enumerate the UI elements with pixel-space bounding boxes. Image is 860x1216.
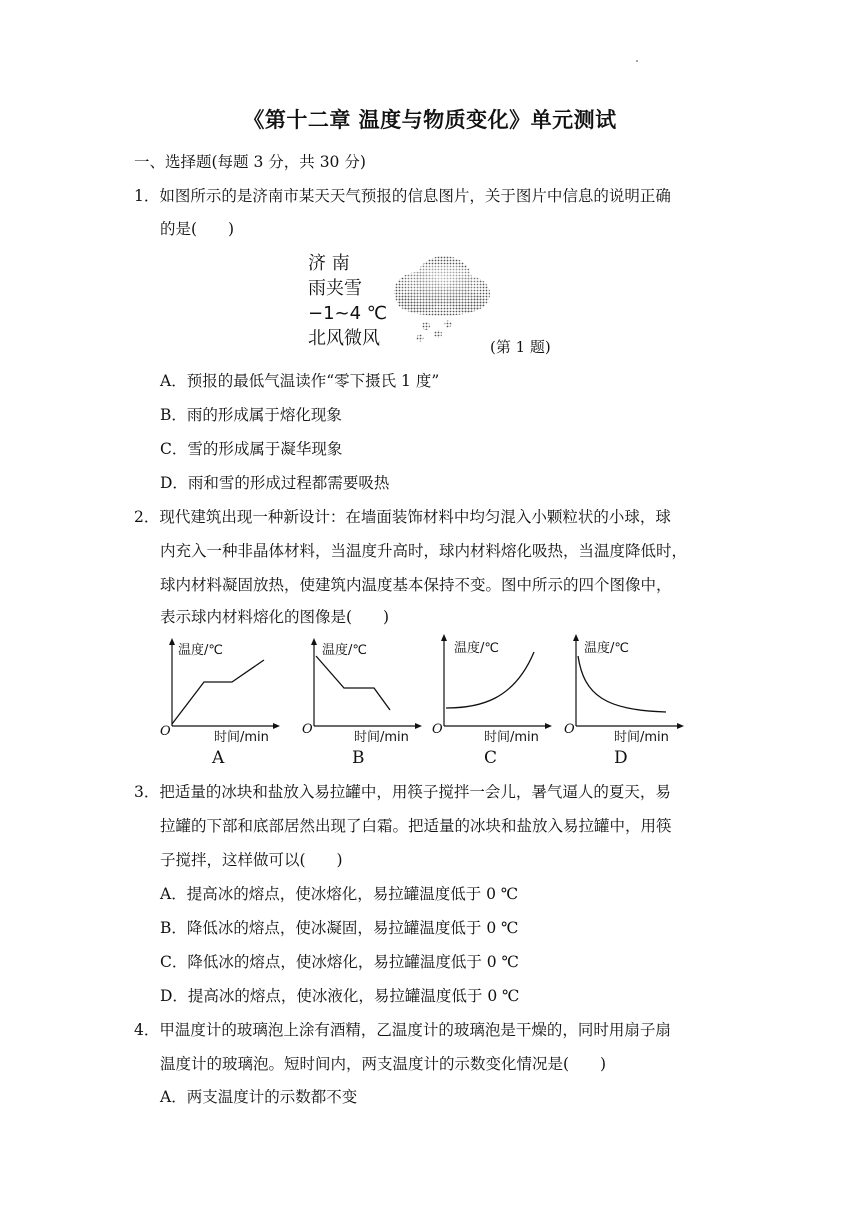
q4-stem-line1: 4．甲温度计的玻璃泡上涂有酒精，乙温度计的玻璃泡是干燥的，同时用扇子扇 — [134, 1021, 671, 1039]
graph-a — [158, 634, 288, 769]
graph-c-letter: C — [484, 748, 498, 768]
q1-option-c: C．雪的形成属于凝华现象 — [160, 440, 343, 458]
page-title: 《第十二章 温度与物质变化》单元测试 — [243, 108, 617, 132]
graph-a-ylabel: 温度/℃ — [178, 643, 223, 658]
q1-option-d: D．雨和雪的形成过程都需要吸热 — [160, 474, 390, 492]
q3-stem-line1: 3．把适量的冰块和盐放入易拉罐中，用筷子搅拌一会儿，暑气逼人的夏天，易 — [134, 783, 671, 801]
q3-option-a: A．提高冰的熔点，使冰熔化，易拉罐温度低于 0 ℃ — [160, 885, 519, 903]
q3-option-d: D．提高冰的熔点，使冰液化，易拉罐温度低于 0 ℃ — [160, 987, 520, 1005]
q2-stem-line4: 表示球内材料熔化的图像是( ) — [160, 608, 390, 626]
graph-b — [300, 634, 430, 769]
graph-c-xlabel: 时间/min — [484, 730, 539, 745]
graph-d — [562, 634, 692, 769]
graph-a-curve — [172, 660, 264, 724]
graph-b-curve — [316, 656, 390, 710]
graph-a-letter: A — [212, 748, 225, 768]
graph-d-curve — [578, 656, 666, 712]
graph-b-letter: B — [352, 748, 365, 768]
graph-c-origin: O — [432, 722, 443, 737]
weather-wind: 北风微风 — [308, 328, 380, 349]
graph-c — [430, 634, 560, 769]
graph-d-xlabel: 时间/min — [614, 730, 669, 745]
weather-condition: 雨夹雪 — [308, 278, 362, 299]
graph-a-origin: O — [160, 724, 171, 739]
graph-d-letter: D — [614, 748, 628, 768]
graph-d-origin: O — [564, 722, 575, 737]
q4-stem-line2: 温度计的玻璃泡。短时间内，两支温度计的示数变化情况是( ) — [160, 1055, 607, 1073]
q1-option-b: B．雨的形成属于熔化现象 — [160, 406, 342, 424]
section-heading: 一、选择题(每题 3 分，共 30 分) — [134, 153, 366, 171]
q2-stem-line2: 内充入一种非晶体材料，当温度升高时，球内材料熔化吸热，当温度降低时， — [160, 542, 688, 560]
graph-c-curve — [446, 652, 534, 708]
q3-stem-line3: 子搅拌，这样做可以( ) — [160, 851, 343, 869]
q2-stem-line1: 2．现代建筑出现一种新设计：在墙面装饰材料中均匀混入小颗粒状的小球，球 — [134, 508, 671, 526]
q3-stem-line2: 拉罐的下部和底部居然出现了白霜。把适量的冰块和盐放入易拉罐中，用筷 — [160, 817, 672, 835]
figure-1-caption: (第 1 题) — [490, 338, 551, 356]
q1-stem-line2: 的是( ) — [160, 220, 235, 238]
q3-option-b: B．降低冰的熔点，使冰凝固，易拉罐温度低于 0 ℃ — [160, 919, 519, 937]
graph-c-ylabel: 温度/℃ — [454, 641, 499, 656]
q3-option-c: C．降低冰的熔点，使冰熔化，易拉罐温度低于 0 ℃ — [160, 953, 519, 971]
q1-stem-line1: 1．如图所示的是济南市某天天气预报的信息图片，关于图片中信息的说明正确 — [134, 187, 671, 205]
weather-temperature: −1~4 ℃ — [308, 303, 388, 324]
weather-city: 济 南 — [308, 253, 350, 274]
q2-stem-line3: 球内材料凝固放热，使建筑内温度基本保持不变。图中所示的四个图像中， — [160, 576, 672, 594]
sleet-cloud-icon — [386, 250, 496, 350]
graph-b-origin: O — [302, 722, 313, 737]
graph-b-ylabel: 温度/℃ — [322, 643, 367, 658]
graph-d-ylabel: 温度/℃ — [584, 641, 629, 656]
q4-option-a: A．两支温度计的示数都不变 — [160, 1088, 358, 1106]
graph-b-xlabel: 时间/min — [354, 730, 409, 745]
q1-option-a: A．预报的最低气温读作“零下摄氏 1 度” — [160, 372, 440, 390]
graph-a-xlabel: 时间/min — [214, 730, 269, 745]
scan-dot — [636, 60, 638, 62]
